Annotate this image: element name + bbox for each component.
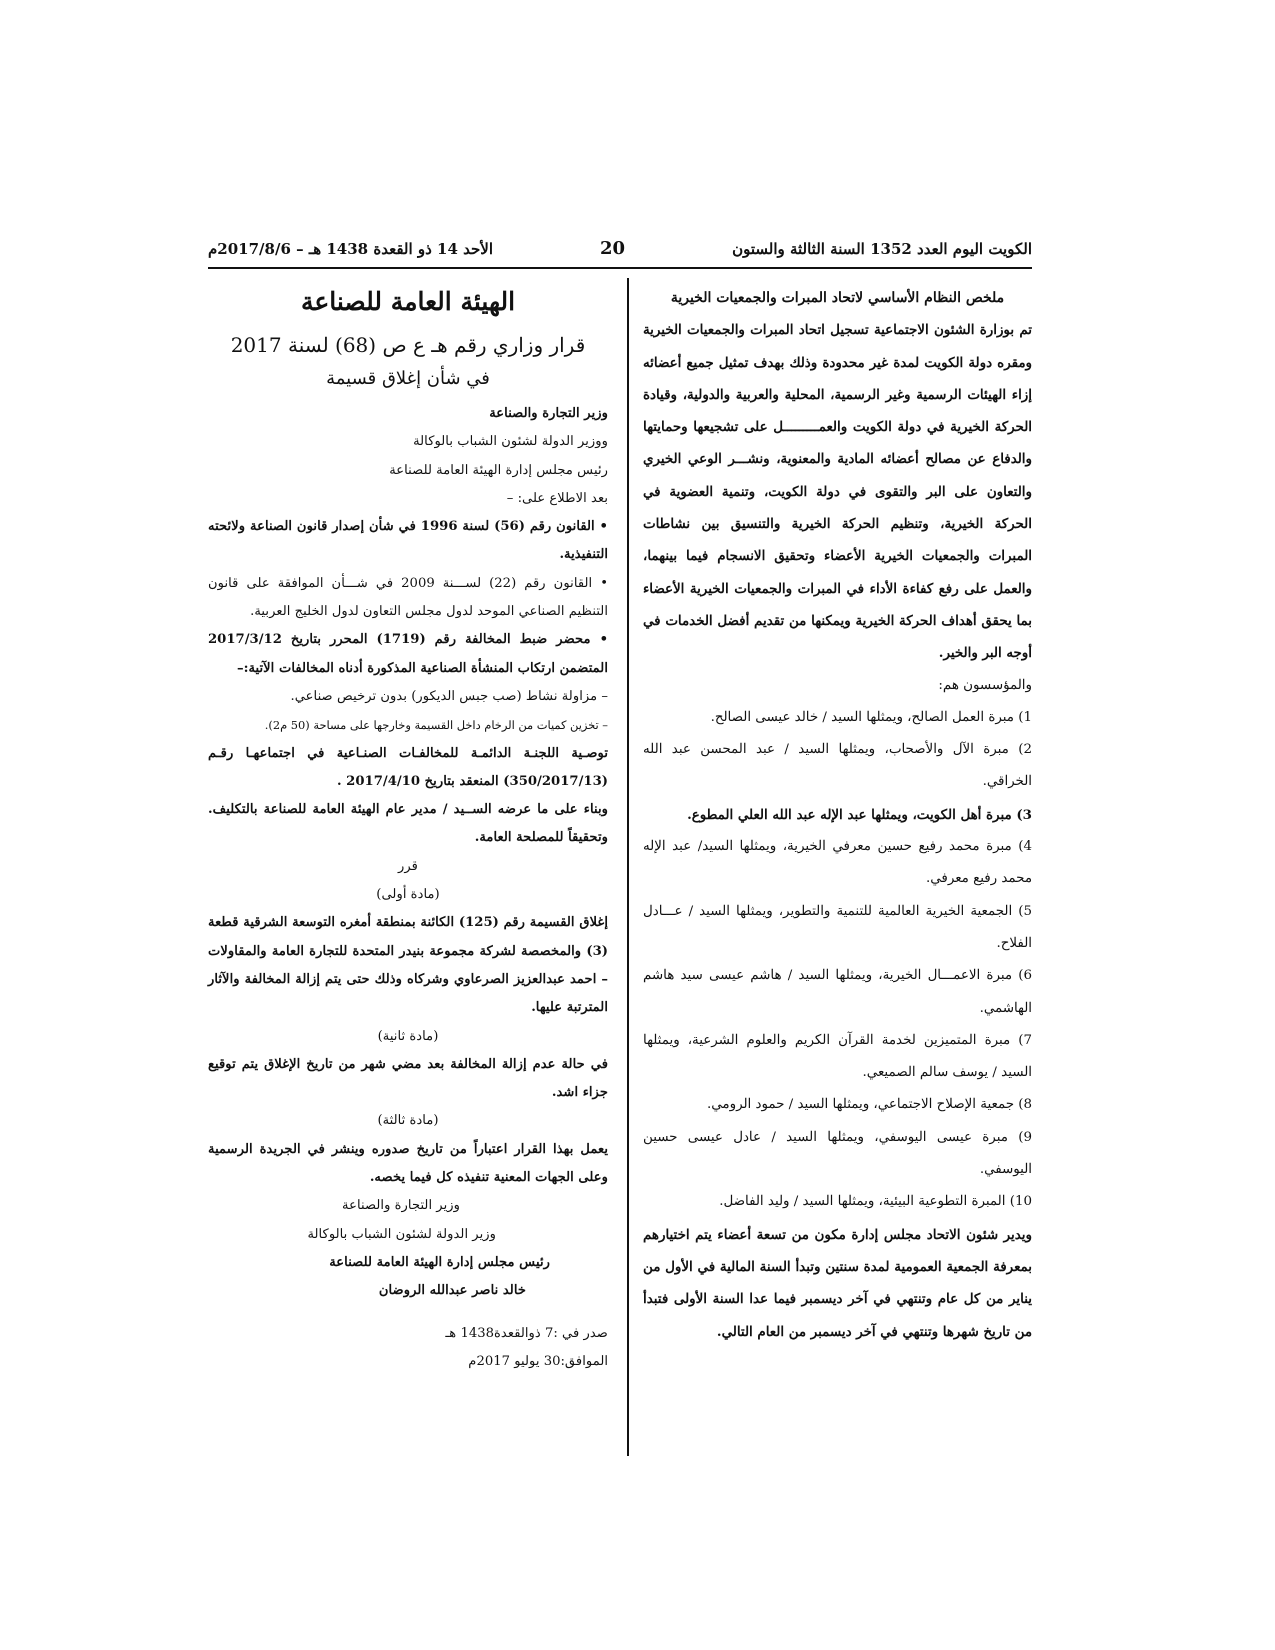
article-1-text: إغلاق القسيمة رقم (125) الكائنة بمنطقة أمغره التوسعة الشرقية قطعة (3) والمخصصة لشركة مجموعة بنيدر المتحدة للتجارة العامة والمقاولات – احمد عبدالعزيز الصرعاوي وشركاه وذلك حتى يتم إزالة المخالفة والآثار المترتبة عليها. [208,915,608,1016]
reference-item: • القانون رقم (56) لسنة 1996 في شأن إصدار قانون الصناعة ولائحته التنفيذية. [208,519,608,563]
section-heading: الهيئة العامة للصناعة [300,287,516,316]
signatory-name: خالد ناصر عبدالله الروضان [378,1283,526,1299]
based-on-text: وبناء على ما عرضه الســيد / مدير عام الهيئة العامة للصناعة بالتكليف. وتحقيقاً للمصلحة العامة. [208,802,608,846]
founder-item: 10) المبرة التطوعية البيئية، ويمثلها السيد / وليد الفاضل. [719,1194,1032,1210]
issue-date-gregorian: الموافق:30 يوليو 2017م [468,1353,608,1369]
page-number: 20 [600,238,626,259]
decided-label: قرر [398,858,418,874]
founder-item: 1) مبرة العمل الصالح، ويمثلها السيد / خالد عيسى الصالح. [710,709,1032,725]
header-issue-info: الكويت اليوم العدد 1352 السنة الثالثة والستون [732,240,1032,258]
founders-label: والمؤسسون هم: [938,677,1032,693]
violation-item: – تخزين كميات من الرخام داخل القسيمة وخارجها على مساحة (50 م2). [264,718,608,733]
signature-line: وزير الدولة لشئون الشباب بالوكالة [307,1226,496,1242]
issuer-line: وزير التجارة والصناعة [489,406,608,421]
issue-date-hijri: صدر في :7 ذوالقعدة1438 هـ [445,1325,608,1341]
founder-item: 6) مبرة الاعمـــال الخيرية، ويمثلها السيد / هاشم عيسى سيد هاشم الهاشمي. [643,968,1032,1016]
left-column [208,282,608,1376]
founder-item: 5) الجمعية الخيرية العالمية للتنمية والتطوير، ويمثلها السيد / عـــادل الفلاح. [643,903,1032,951]
issuer-line: رئيس مجلس إدارة الهيئة العامة للصناعة [389,462,608,478]
founder-item: 9) مبرة عيسى اليوسفي، ويمثلها السيد / عادل عيسى حسين اليوسفي. [643,1129,1032,1178]
reference-item: • محضر ضبط المخالفة رقم (1719) المحرر بتاريخ 2017/3/12 المتضمن ارتكاب المنشأة الصناعية المذكورة أدناه المخالفات الآتية:– [208,632,608,676]
issuer-line: ووزير الدولة لشئون الشباب بالوكالة [413,434,608,450]
article-3-title: (مادة ثالثة) [377,1113,439,1129]
founder-item: 3) مبرة أهل الكويت، ويمثلها عبد الإله عبد الله العلي المطوع. [687,806,1032,823]
article-title: ملخص النظام الأساسي لاتحاد المبرات والجمعيات الخيرية [670,290,1005,306]
founder-item: 4) مبرة محمد رفيع حسين معرفي الخيرية، ويمثلها السيد/ عبد الإله محمد رفيع معرفي. [643,839,1032,887]
right-column [643,282,1032,1348]
signature-line: وزير التجارة والصناعة [342,1198,460,1214]
article-intro: تم بوزارة الشئون الاجتماعية تسجيل اتحاد المبرات والجمعيات الخيرية ومقره دولة الكويت لمدة غير محدودة وذلك بهدف تمثيل جميع أعضائه إزاء الهيئات الرسمية وغير الرسمية، المحلية والعربية والدولية، وقيادة الحركة الخيرية في دولة الكويت والعمـــــــــل على تشجيعها وحمايتها والدفاع عن مصالح أعضائه المادية والمعنوية، ونشـــر الوعي الخيري والتعاون على البر والتقوى في دولة الكويت، وتنمية العضوية في الحركة الخيرية، وتنظيم الحركة الخيرية والتنسيق بين نشاطات المبرات والجمعيات الخيرية الأعضاء وتحقيق الانسجام فيما بينهما، والعمل على رفع كفاءة الأداء في المبرات والجمعيات الخيرية الأعضاء بما يحقق أهداف الحركة الخيرية ويمكنها من تقديم أفضل الخدمات في أوجه البر والخير. [643,322,1032,662]
article-3-text: يعمل بهذا القرار اعتباراً من تاريخ صدوره وينشر في الجريدة الرسمية وعلى الجهات المعنية تنفيذه كل فيما يخصه. [208,1141,608,1186]
founder-item: 7) مبرة المتميزين لخدمة القرآن الكريم والعلوم الشرعية، ويمثلها السيد / يوسف سالم الصميعي. [643,1032,1032,1081]
article-1-title: (مادة أولى) [376,887,440,903]
page-header [208,240,1032,268]
reference-item: • القانون رقم (22) لســـنة 2009 في شـــأن الموافقة على قانون التنظيم الصناعي الموحد لدول مجلس التعاون لدول الخليج العربية. [208,575,608,620]
signature-line: رئيس مجلس إدارة الهيئة العامة للصناعة [329,1254,550,1270]
violation-item: – مزاولة نشاط (صب جبس الديكور) بدون ترخيص صناعي. [290,688,608,704]
issuer-line: بعد الاطلاع على: – [506,490,608,506]
founder-item: 8) جمعية الإصلاح الاجتماعي، ويمثلها السيد / حمود الرومي. [707,1097,1032,1113]
article-closing: ويدير شئون الاتحاد مجلس إدارة مكون من تسعة أعضاء يتم اختيارهم بمعرفة الجمعية العمومية لمدة سنتين وتبدأ السنة المالية في الأول من يناير من كل عام وتنتهي في آخر ديسمبر فيما عدا السنة الأولى فتبدأ من تاريخ شهرها وتنتهي في آخر ديسمبر من العام التالي. [643,1226,1032,1340]
article-2-title: (مادة ثانية) [377,1028,439,1044]
header-date: الأحد 14 ذو القعدة 1438 هـ – 2017/8/6م [208,240,493,258]
decision-subject: في شأن إغلاق قسيمة [326,368,490,389]
founder-item: 2) مبرة الآل والأصحاب، ويمثلها السيد / عبد المحسن عبد الله الخراقي. [643,742,1032,790]
header-rule [208,267,1032,269]
decision-title: قرار وزاري رقم هـ ع ص (68) لسنة 2017 [230,333,586,357]
article-2-text: في حالة عدم إزالة المخالفة بعد مضي شهر من تاريخ الإغلاق يتم توقيع جزاء اشد. [208,1056,608,1101]
column-divider [627,278,629,1456]
committee-recommendation: توصـية اللجنـة الدائمـة للمخالفـات الصنـاعية في اجتماعهـا رقـم (350/2017/13) المنعقد بتاريخ 2017/4/10 . [208,745,608,789]
